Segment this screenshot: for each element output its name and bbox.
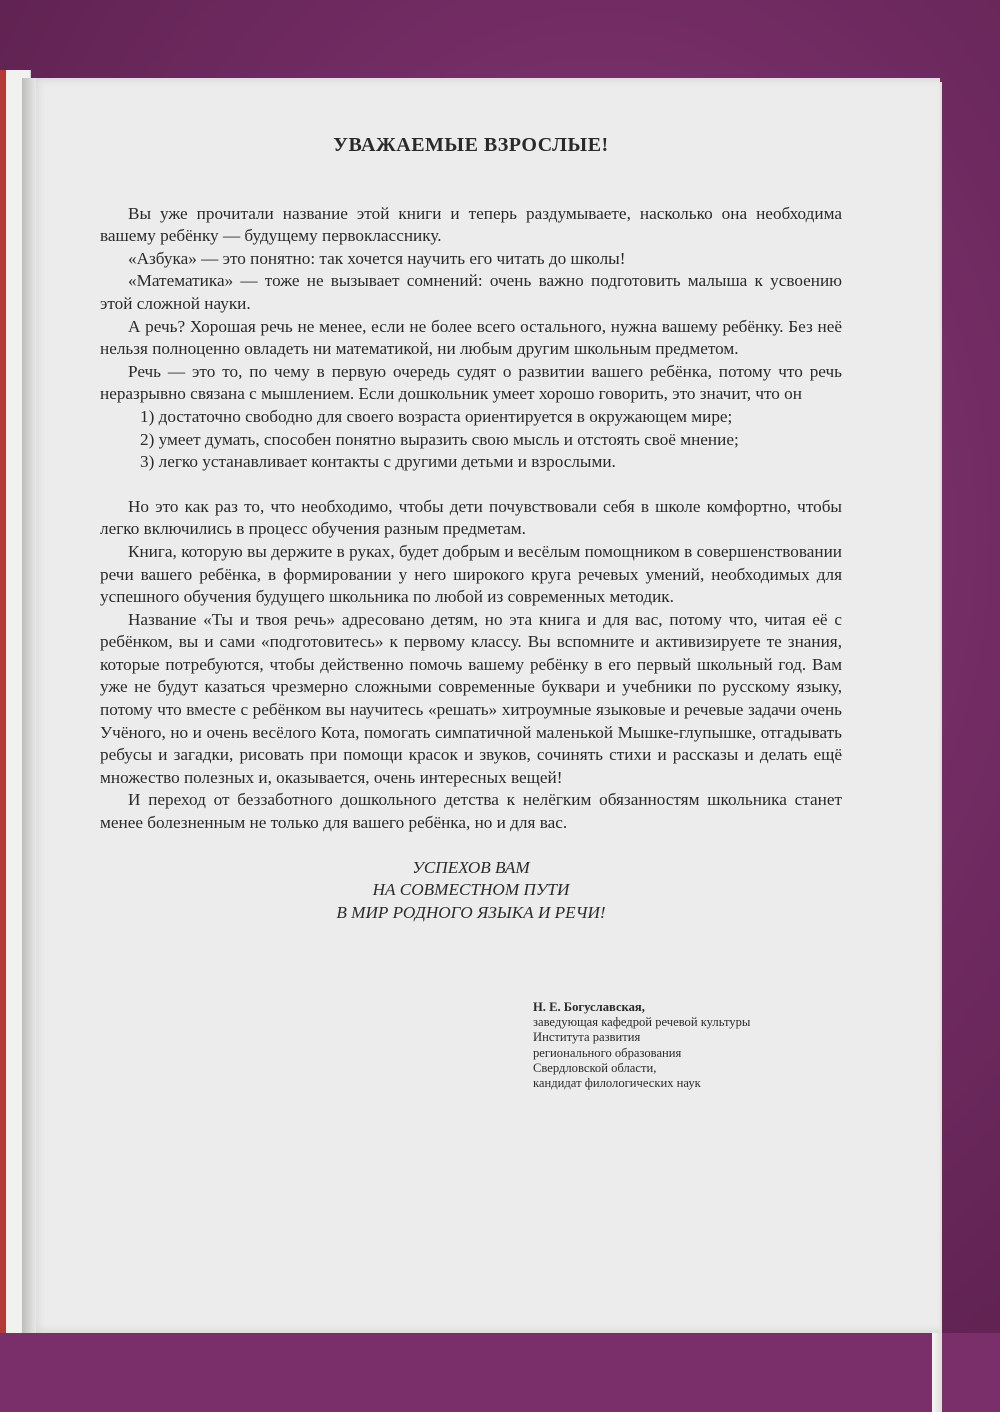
signature-block xyxy=(533,1000,863,1091)
author-title-line: регионального образования xyxy=(533,1045,682,1060)
page-title: УВАЖАЕМЫЕ ВЗРОСЛЫЕ! xyxy=(333,134,609,156)
left-page-edge xyxy=(0,70,6,1333)
paragraph: Книга, которую вы держите в руках, будет добрым и весёлым помощником в совершенствовании речи вашего ребёнка, в формировании у него широкого круга речевых умений, необходимых для успешного обучения будущего школьника по любой из современных методик. xyxy=(100,541,842,607)
list-item: 3) легко устанавливает контакты с другими детьми и взрослыми. xyxy=(140,452,616,472)
author-name: Н. Е. Богуславская, xyxy=(533,1000,645,1014)
paragraph: Речь — это то, по чему в первую очередь судят о развитии вашего ребёнка, потому что речь неразрывно связана с мышлением. Если дошкольник умеет хорошо говорить, это значит, что он xyxy=(100,361,842,404)
closing-wish xyxy=(100,857,842,925)
paragraph: Но это как раз то, что необходимо, чтобы дети почувствовали себя в школе комфортно, чтобы легко включились в процесс обучения разным предметам. xyxy=(100,496,842,539)
paragraph: Название «Ты и твоя речь» адресовано детям, но эта книга и для вас, потому что, читая её с ребёнком, вы и сами «подготовитесь» к первому классу. Вы вспомните и активизируете те знания, которые потребуются, чтобы действенно помочь вашему ребёнку в его первый школьный год. Вам уже не будут казаться чрезмерно сложными современные буквари и учебники по русскому языку, потому что вместе с ребёнком вы научитесь «решать» хитроумные языковые и речевые задачи очень Учёного, но и очень весёлого Кота, помогать симпатичной маленькой Мышке-глупышке, отгадывать ребусы и загадки, рисовать при помощи красок и звуков, сочинять стихи и рассказы и делать ещё множество полезных и, оказывается, очень интересных вещей! xyxy=(100,609,842,787)
section-gap xyxy=(100,474,842,496)
spine-shadow xyxy=(22,78,36,1333)
paragraph: «Математика» — тоже не вызывает сомнений: очень важно подготовить малыша к усвоению этой сложной науки. xyxy=(100,271,842,313)
list-item: 2) умеет думать, способен понятно выразить свою мысль и отстоять своё мнение; xyxy=(140,429,739,449)
paragraph: А речь? Хорошая речь не менее, если не более всего остального, нужна вашему ребёнку. Без неё нельзя полноценно овладеть ни математикой, ни любым другим школьным предметом. xyxy=(100,316,842,359)
list-item: 1) достаточно свободно для своего возраста ориентируется в окружающем мире; xyxy=(140,406,733,426)
paragraph: Вы уже прочитали название этой книги и теперь раздумываете, насколько она необходима вашему ребёнку — будущему первокласснику. xyxy=(100,203,842,246)
author-title-line: заведующая кафедрой речевой культуры xyxy=(533,1015,751,1030)
closing-line: В МИР РОДНОГО ЯЗЫКА И РЕЧИ! xyxy=(336,902,606,922)
author-title-line: кандидат филологических наук xyxy=(533,1076,701,1091)
paragraph: И переход от беззаботного дошкольного детства к нелёгким обязанностям школьника станет менее болезненным не только для вашего ребёнка, но и для вас. xyxy=(100,790,842,833)
closing-line: НА СОВМЕСТНОМ ПУТИ xyxy=(372,880,570,900)
author-title-line: Свердловской области, xyxy=(533,1060,657,1075)
paragraph: «Азбука» — это понятно: так хочется научить его читать до школы! xyxy=(128,248,626,268)
page-content xyxy=(100,134,842,924)
closing-line: УСПЕХОВ ВАМ xyxy=(412,857,530,877)
author-title-line: Института развития xyxy=(533,1030,641,1045)
